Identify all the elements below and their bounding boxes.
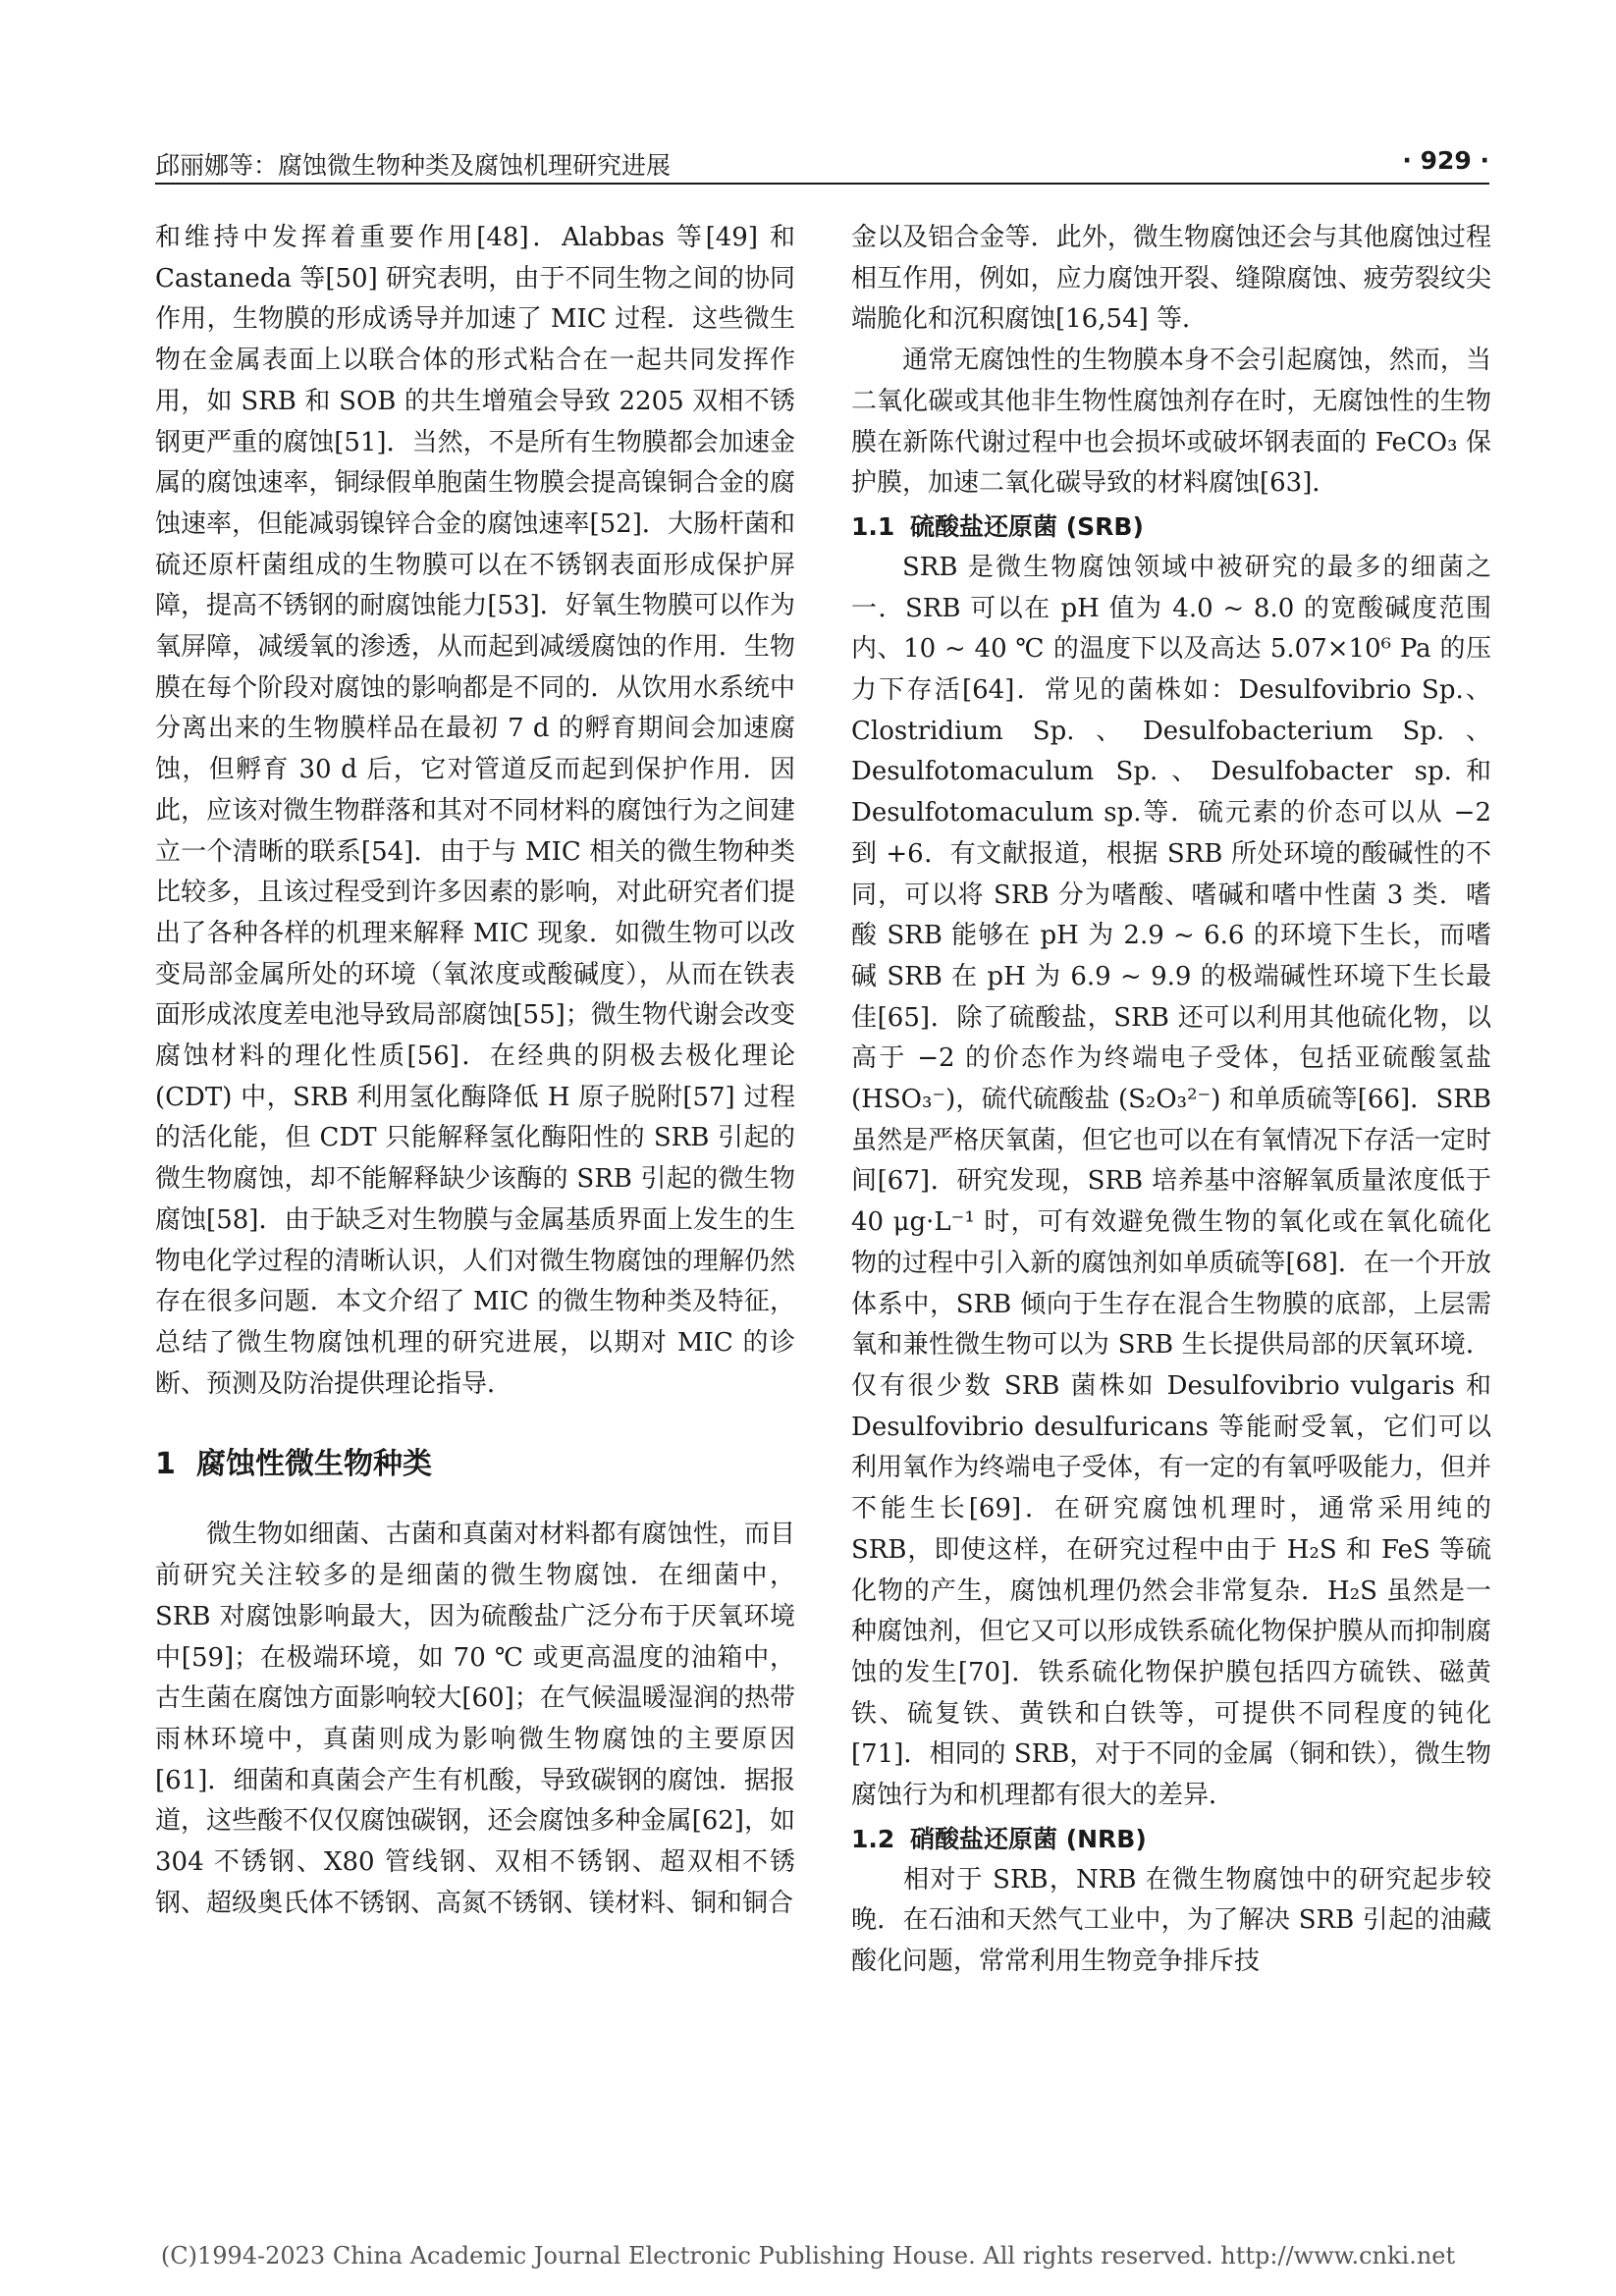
right-paragraph-2 <box>851 341 1491 505</box>
right-paragraph-2-text: 通常无腐蚀性的生物膜本身不会引起腐蚀，然而，当二氧化碳或其他非生物性腐蚀剂存在时，无腐蚀性的生物膜在新陈代谢过程中也会损坏或破坏钢表面的 FeCO₃ 保护膜，加速二氧化碳导致的材料腐蚀[63]． <box>851 346 1491 499</box>
right-paragraph-4-text: 相对于 SRB，NRB 在微生物腐蚀中的研究起步较晚．在石油和天然气工业中，为了解决 SRB 引起的油藏酸化问题，常常利用生物竞争排斥技 <box>851 1864 1491 1977</box>
subsection-title: 硫酸盐还原菌 (SRB) <box>910 511 1144 541</box>
right-paragraph-1-text: 金以及铝合金等．此外，微生物腐蚀还会与其他腐蚀过程相互作用，例如，应力腐蚀开裂、缝隙腐蚀、疲劳裂纹尖端脆化和沉积腐蚀[16,54] 等． <box>851 223 1491 335</box>
subsection-title: 硝酸盐还原菌 (NRB) <box>910 1824 1147 1853</box>
page-number: · 929 · <box>1402 146 1489 175</box>
right-paragraph-4 <box>851 1860 1491 1983</box>
section-title: 腐蚀性微生物种类 <box>196 1447 432 1482</box>
left-paragraph-1-text: 和维持中发挥着重要作用[48]．Alabbas 等[49] 和 Castaneda 等[50] 研究表明，由于不同生物之间的协同作用，生物膜的形成诱导并加速了 MIC 过程．这些微生物在金属表面上以联合体的形式粘合在一起共同发挥作用，如 SRB 和 SOB 的共生增殖会导致 2205 双相不锈钢更严重的腐蚀[51]．当然，不是所有生物膜都会加速金属的腐蚀速率，铜绿假单胞菌生物膜会提高镍铜合金的腐蚀速率，但能减弱镍锌合金的腐蚀速率[52]．大肠杆菌和硫还原杆菌组成的生物膜可以在不锈钢表面形成保护屏障，提高不锈钢的耐腐蚀能力[53]．好氧生物膜可以作为氧屏障，减缓氧的渗透，从而起到减缓腐蚀的作用．生物膜在每个阶段对腐蚀的影响都是不同的．从饮用水系统中分离出来的生物膜样品在最初 7 d 的孵育期间会加速腐蚀，但孵育 30 d 后，它对管道反而起到保护作用．因此，应该对微生物群落和其对不同材料的腐蚀行为之间建立一个清晰的联系[54]．由于与 MIC 相关的微生物种类比较多，且该过程受到许多因素的影响，对此研究者们提出了各种各样的机理来解释 MIC 现象．如微生物可以改变局部金属所处的环境（氧浓度或酸碱度），从而在铁表面形成浓度差电池导致局部腐蚀[55]；微生物代谢会改变腐蚀材料的理化性质[56]．在经典的阴极去极化理论 (CDT) 中，SRB 利用氢化酶降低 H 原子脱附[57] 过程的活化能，但 CDT 只能解释氢化酶阳性的 SRB 引起的微生物腐蚀，却不能解释缺少该酶的 SRB 引起的微生物腐蚀[58]．由于缺乏对生物膜与金属基质界面上发生的生物电化学过程的清晰认识，人们对微生物腐蚀的理解仍然存在很多问题．本文介绍了 MIC 的微生物种类及特征，总结了微生物腐蚀机理的研究进展，以期对 MIC 的诊断、预测及防治提供理论指导． <box>155 223 795 1399</box>
left-paragraph-2-text: 微生物如细菌、古菌和真菌对材料都有腐蚀性，而目前研究关注较多的是细菌的微生物腐蚀．在细菌中，SRB 对腐蚀影响最大，因为硫酸盐广泛分布于厌氧环境中[59]；在极端环境，如 70 ℃ 或更高温度的油箱中，古生菌在腐蚀方面影响较大[60]；在气候温暖湿润的热带雨林环境中，真菌则成为影响微生物腐蚀的主要原因[61]．细菌和真菌会产生有机酸，导致碳钢的腐蚀．据报道，这些酸不仅仅腐蚀碳钢，还会腐蚀多种金属[62]，如 304 不锈钢、X80 管线钢、双相不锈钢、超双相不锈钢、超级奥氏体不锈钢、高氮不锈钢、镁材料、铜和铜合 <box>155 1520 795 1918</box>
right-paragraph-3-text: SRB 是微生物腐蚀领域中被研究的最多的细菌之一．SRB 可以在 pH 值为 4.0 ~ 8.0 的宽酸碱度范围内、10 ~ 40 ℃ 的温度下以及高达 5.07×10⁶ Pa 的压力下存活[64]．常见的菌株如：Desulfovibrio Sp.、Clostridium Sp.、Desulfobacterium Sp.、Desulfotomaculum Sp.、Desulfobacter sp.和 Desulfotomaculum sp.等．硫元素的价态可以从 −2 到 +6．有文献报道，根据 SRB 所处环境的酸碱性的不同，可以将 SRB 分为嗜酸、嗜碱和嗜中性菌 3 类．嗜酸 SRB 能够在 pH 为 2.9 ~ 6.6 的环境下生长，而嗜碱 SRB 在 pH 为 6.9 ~ 9.9 的极端碱性环境下生长最佳[65]．除了硫酸盐，SRB 还可以利用其他硫化物，以高于 −2 的价态作为终端电子受体，包括亚硫酸氢盐 (HSO₃⁻)，硫代硫酸盐 (S₂O₃²⁻) 和单质硫等[66]．SRB 虽然是严格厌氧菌，但它也可以在有氧情况下存活一定时间[67]．研究发现，SRB 培养基中溶解氧质量浓度低于 40 μg·L⁻¹ 时，可有效避免微生物的氧化或在氧化硫化物的过程中引入新的腐蚀剂如单质硫等[68]．在一个开放体系中，SRB 倾向于生存在混合生物膜的底部，上层需氧和兼性微生物可以为 SRB 生长提供局部的厌氧环境．仅有很少数 SRB 菌株如 Desulfovibrio vulgaris 和 Desulfovibrio desulfuricans 等能耐受氧，它们可以利用氧作为终端电子受体，有一定的有氧呼吸能力，但并不能生长[69]．在研究腐蚀机理时，通常采用纯的 SRB，即使这样，在研究过程中由于 H₂S 和 FeS 等硫化物的产生，腐蚀机理仍然会非常复杂．H₂S 虽然是一种腐蚀剂，但它又可以形成铁系硫化物保护膜从而抑制腐蚀的发生[70]．铁系硫化物保护膜包括四方硫铁、磁黄铁、硫复铁、黄铁和白铁等，可提供不同程度的钝化[71]．相同的 SRB，对于不同的金属（铜和铁），微生物腐蚀行为和机理都有很大的差异． <box>851 552 1491 1811</box>
left-column <box>155 218 795 1924</box>
running-header <box>155 143 1489 185</box>
copyright-footer: (C)1994-2023 China Academic Journal Electronic Publishing House. All rights reserved. http://www.cnki.net <box>160 2242 1456 2269</box>
right-paragraph-3 <box>851 548 1491 1817</box>
right-paragraph-1 <box>851 218 1491 341</box>
subsection-number: 1.2 <box>851 1824 895 1853</box>
running-title: 邱丽娜等：腐蚀微生物种类及腐蚀机理研究进展 <box>155 151 672 180</box>
right-column <box>851 218 1491 1983</box>
left-paragraph-2 <box>155 1515 795 1924</box>
subsection-number: 1.1 <box>851 511 895 541</box>
section-number: 1 <box>155 1447 176 1482</box>
subsection-heading-1-1 <box>851 507 1491 546</box>
left-paragraph-1 <box>155 218 795 1405</box>
subsection-heading-1-2 <box>851 1820 1491 1858</box>
section-heading-1 <box>155 1444 795 1485</box>
